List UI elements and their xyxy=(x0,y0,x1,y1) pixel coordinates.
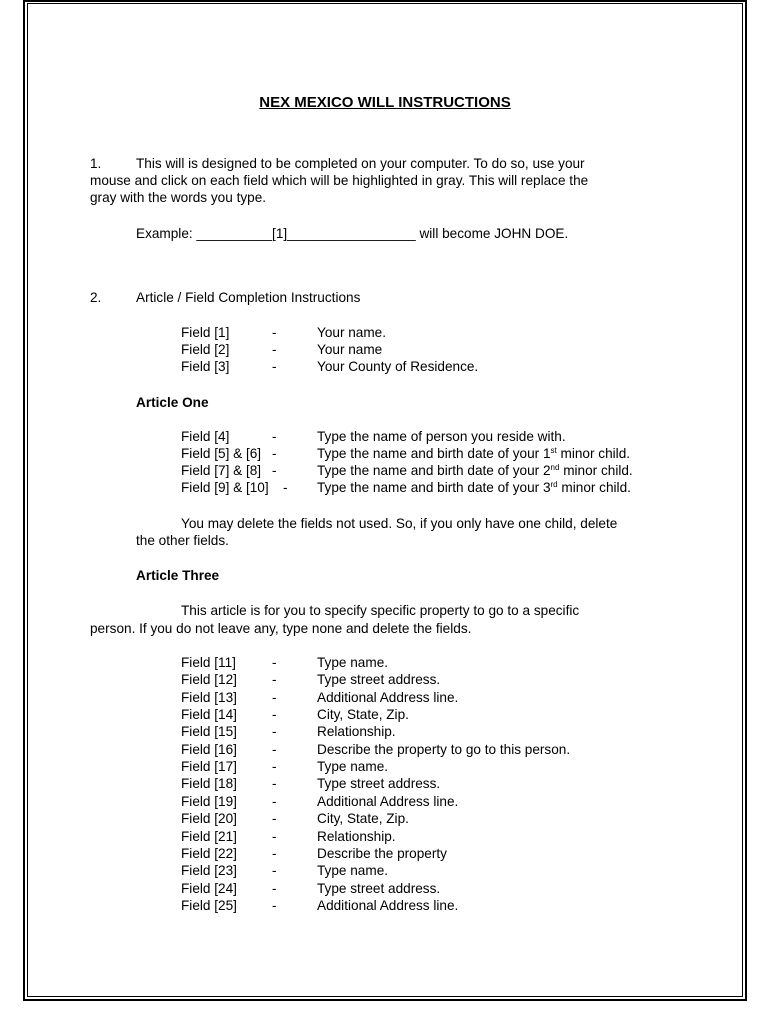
field-dash: - xyxy=(272,845,277,861)
field-dash: - xyxy=(272,776,277,792)
field-dash: - xyxy=(272,342,277,357)
field-row xyxy=(0,845,770,862)
field-label: Field [16] xyxy=(181,741,237,757)
description-text: Type the name and birth date of your 3 xyxy=(317,480,551,495)
field-label: Field [14] xyxy=(181,707,237,723)
field-description: Type name. xyxy=(317,863,389,879)
field-description: Your name xyxy=(317,342,383,357)
field-dash: - xyxy=(272,793,277,809)
field-label: Field [18] xyxy=(181,776,237,792)
field-row xyxy=(0,880,770,897)
field-label: Field [17] xyxy=(181,759,237,775)
field-row xyxy=(0,758,770,775)
field-row xyxy=(0,775,770,792)
field-description: Type street address. xyxy=(317,776,441,792)
field-description: Describe the property xyxy=(317,845,447,861)
field-dash: - xyxy=(283,480,288,495)
ordinal-suffix: nd xyxy=(550,463,560,472)
article-one-note-line-2: the other fields. xyxy=(136,533,229,548)
field-dash: - xyxy=(272,811,277,827)
field-dash: - xyxy=(272,759,277,775)
article-one-note-line-1: You may delete the fields not used. So, if you only have one child, delete xyxy=(181,516,618,531)
field-row xyxy=(0,689,770,706)
field-label: Field [13] xyxy=(181,689,237,705)
article-one-heading: Article One xyxy=(136,395,209,410)
field-label: Field [25] xyxy=(181,897,237,913)
field-row xyxy=(0,810,770,827)
description-text: minor child. xyxy=(556,446,631,461)
field-label: Field [3] xyxy=(181,359,230,374)
field-description: Type name. xyxy=(317,655,389,670)
field-description xyxy=(317,462,633,479)
field-row xyxy=(0,341,770,358)
field-label: Field [4] xyxy=(181,429,230,444)
field-description: Type the name of person you reside with. xyxy=(317,429,566,444)
section-2-heading: Article / Field Completion Instructions xyxy=(136,290,361,305)
field-description xyxy=(317,479,631,496)
field-label: Field [2] xyxy=(181,342,230,357)
field-description: Relationship. xyxy=(317,828,396,844)
article-three-heading: Article Three xyxy=(136,568,220,583)
field-description: Additional Address line. xyxy=(317,793,459,809)
field-description xyxy=(317,445,630,462)
field-label: Field [23] xyxy=(181,863,237,879)
field-row xyxy=(0,445,770,462)
field-description: Your County of Residence. xyxy=(317,359,479,374)
field-dash: - xyxy=(272,880,277,896)
field-row xyxy=(0,428,770,445)
field-description: Type street address. xyxy=(317,880,441,896)
field-dash: - xyxy=(272,463,277,478)
field-description: Your name. xyxy=(317,325,387,340)
field-row xyxy=(0,358,770,375)
field-row xyxy=(0,723,770,740)
field-label: Field [21] xyxy=(181,828,237,844)
field-row xyxy=(0,793,770,810)
field-row xyxy=(0,706,770,723)
section-1-number: 1. xyxy=(90,156,102,171)
field-description: Type street address. xyxy=(317,672,441,688)
field-row xyxy=(0,654,770,671)
ordinal-suffix: rd xyxy=(550,480,558,489)
field-dash: - xyxy=(272,359,277,374)
field-row xyxy=(0,897,770,914)
field-row xyxy=(0,828,770,845)
section-1-line-3: gray with the words you type. xyxy=(90,190,267,205)
field-label: Field [1] xyxy=(181,325,230,340)
field-dash: - xyxy=(272,897,277,913)
field-dash: - xyxy=(272,672,277,688)
field-row xyxy=(0,862,770,879)
field-dash: - xyxy=(272,655,277,670)
field-row xyxy=(0,462,770,479)
field-dash: - xyxy=(272,741,277,757)
field-label: Field [19] xyxy=(181,793,237,809)
description-text: minor child. xyxy=(559,463,633,478)
field-dash: - xyxy=(272,429,277,444)
ordinal-suffix: st xyxy=(550,446,557,455)
field-dash: - xyxy=(272,707,277,723)
field-dash: - xyxy=(272,689,277,705)
field-description: Additional Address line. xyxy=(317,689,459,705)
section-1-line-1: This will is designed to be completed on your computer. To do so, use your xyxy=(136,156,585,171)
field-row xyxy=(0,479,770,496)
field-dash: - xyxy=(272,325,277,340)
field-dash: - xyxy=(272,863,277,879)
field-row xyxy=(0,671,770,688)
field-row xyxy=(0,324,770,341)
example-line: Example: __________[1]_________________ will become JOHN DOE. xyxy=(136,226,569,241)
document-title: NEX MEXICO WILL INSTRUCTIONS xyxy=(259,94,511,111)
field-row xyxy=(0,741,770,758)
description-text: minor child. xyxy=(557,480,631,495)
field-description: Relationship. xyxy=(317,724,396,740)
field-label: Field [22] xyxy=(181,845,237,861)
field-label: Field [5] & [6] xyxy=(181,446,262,461)
field-label: Field [24] xyxy=(181,880,237,896)
section-1-line-2: mouse and click on each field which will be highlighted in gray. This will replace the xyxy=(90,173,589,188)
article-three-intro-line-1: This article is for you to specify specific property to go to a specific xyxy=(181,603,580,618)
field-dash: - xyxy=(272,828,277,844)
field-description: Describe the property to go to this person. xyxy=(317,741,571,757)
description-text: Type the name and birth date of your 2 xyxy=(317,463,551,478)
field-description: Additional Address line. xyxy=(317,897,459,913)
field-dash: - xyxy=(272,446,277,461)
field-label: Field [20] xyxy=(181,811,237,827)
description-text: Type the name and birth date of your 1 xyxy=(317,446,551,461)
field-label: Field [12] xyxy=(181,672,237,688)
field-label: Field [7] & [8] xyxy=(181,463,262,478)
field-label: Field [15] xyxy=(181,724,237,740)
field-description: City, State, Zip. xyxy=(317,811,409,827)
article-three-intro-line-2: person. If you do not leave any, type none and delete the fields. xyxy=(90,621,472,636)
field-dash: - xyxy=(272,724,277,740)
field-description: City, State, Zip. xyxy=(317,707,409,723)
field-label: Field [9] & [10] xyxy=(181,480,269,495)
section-2-number: 2. xyxy=(90,290,102,305)
field-label: Field [11] xyxy=(181,655,236,670)
field-description: Type name. xyxy=(317,759,389,775)
